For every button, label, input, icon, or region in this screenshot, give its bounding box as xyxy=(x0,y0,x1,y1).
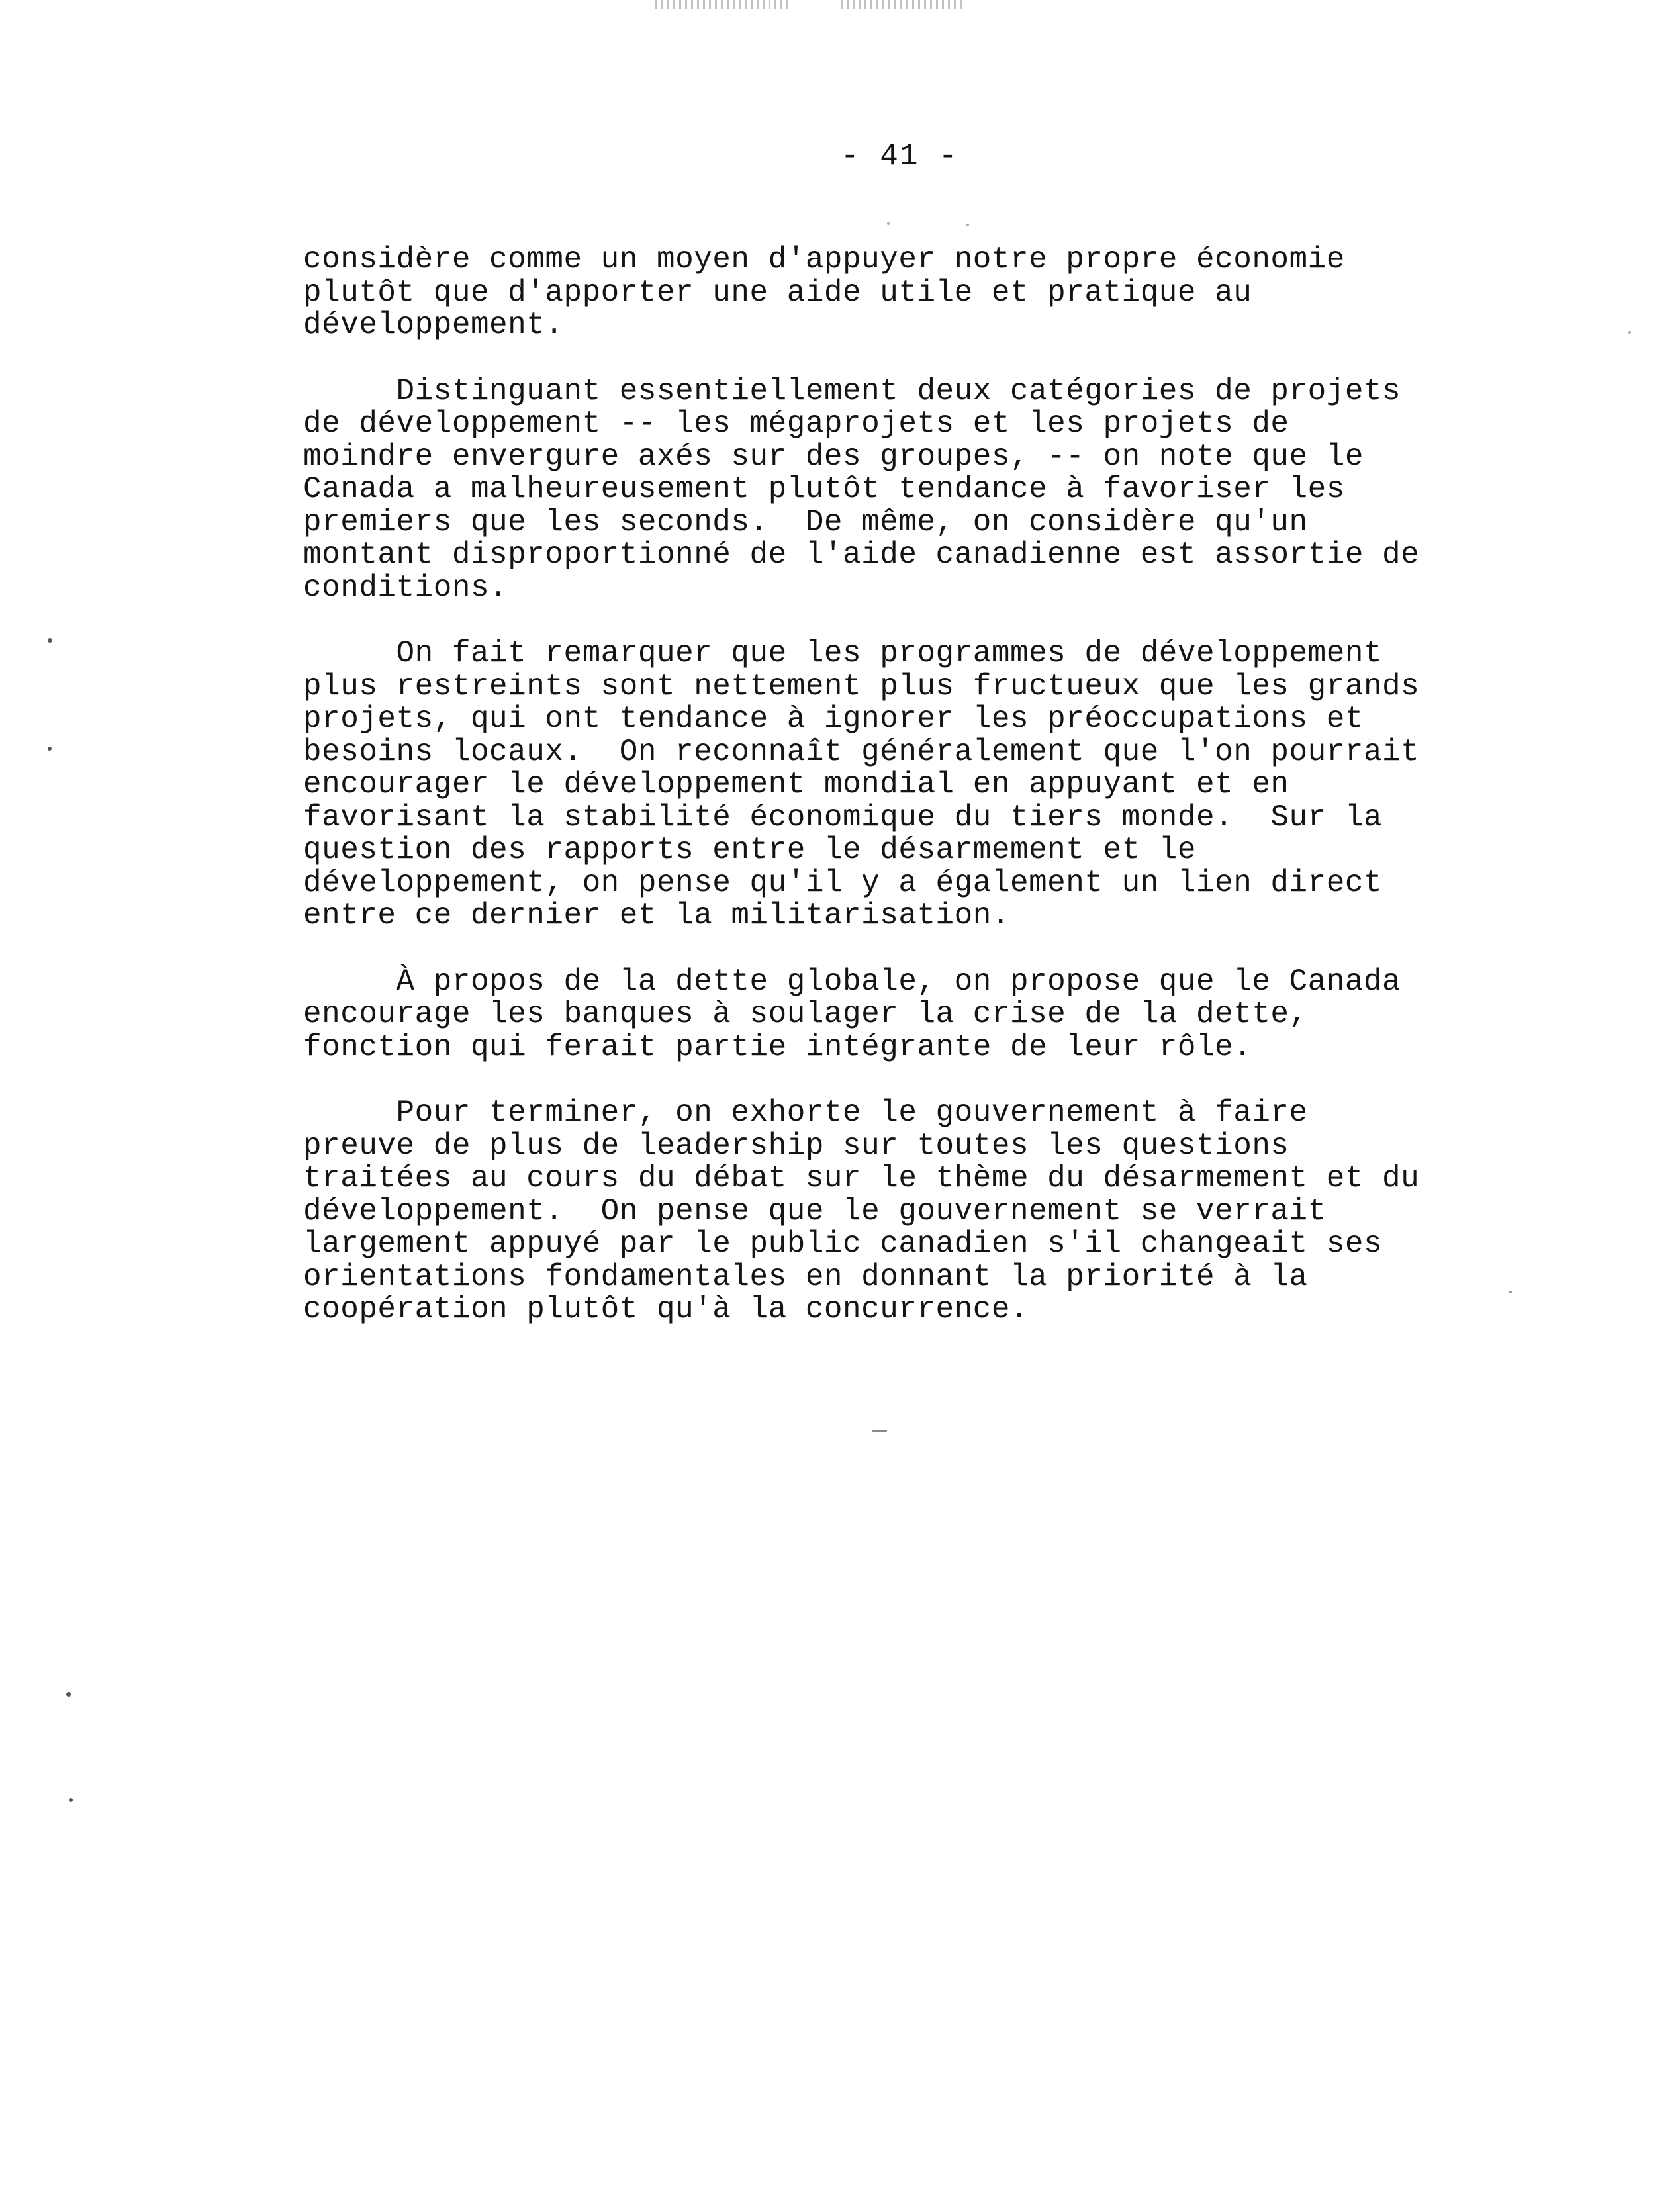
scan-header-artifact xyxy=(841,0,966,9)
text-line: preuve de plus de leadership sur toutes les questions xyxy=(303,1128,1289,1163)
text-line: projets, qui ont tendance à ignorer les préoccupations et xyxy=(303,702,1364,736)
text-line: développement, on pense qu'il y a également un lien direct xyxy=(303,865,1383,900)
text-line: Pour terminer, on exhorte le gouvernement à faire xyxy=(303,1096,1308,1130)
text-line: orientations fondamentales en donnant la priorité à la xyxy=(303,1259,1308,1294)
text-line: montant disproportionné de l'aide canadienne est assortie de xyxy=(303,538,1420,572)
text-line: traitées au cours du débat sur le thème du désarmement et du xyxy=(303,1161,1420,1195)
page-number: - 41 - xyxy=(841,139,958,173)
scan-speck xyxy=(887,222,890,225)
paragraph-4 xyxy=(303,966,1495,1064)
scan-speck xyxy=(872,1430,887,1432)
paragraph-5 xyxy=(303,1097,1495,1327)
text-line: moindre envergure axés sur des groupes, -- on note que le xyxy=(303,439,1364,474)
scan-speck xyxy=(48,747,52,751)
text-line: plus restreints sont nettement plus fructueux que les grands xyxy=(303,669,1420,704)
scan-speck xyxy=(69,1798,73,1802)
text-line: conditions. xyxy=(303,570,508,605)
scan-speck xyxy=(966,224,969,226)
text-line: Distinguant essentiellement deux catégories de projets xyxy=(303,373,1401,408)
text-line: coopération plutôt qu'à la concurrence. xyxy=(303,1292,1029,1327)
body-text xyxy=(303,244,1495,1360)
text-line: entre ce dernier et la militarisation. xyxy=(303,898,1010,933)
text-line: de développement -- les mégaprojets et les projets de xyxy=(303,406,1289,441)
text-line: Canada a malheureusement plutôt tendance à favoriser les xyxy=(303,472,1345,506)
text-line: favorisant la stabilité économique du tiers monde. Sur la xyxy=(303,800,1383,835)
scan-speck xyxy=(66,1692,71,1697)
text-line: développement. xyxy=(303,308,564,342)
text-line: considère comme un moyen d'appuyer notre propre économie xyxy=(303,242,1345,277)
text-line: premiers que les seconds. De même, on considère qu'un xyxy=(303,504,1308,539)
text-line: besoins locaux. On reconnaît généralement que l'on pourrait xyxy=(303,734,1420,769)
text-line: encourager le développement mondial en appuyant et en xyxy=(303,767,1289,802)
text-line: plutôt que d'apporter une aide utile et pratique au xyxy=(303,275,1252,310)
text-line: largement appuyé par le public canadien s'il changeait ses xyxy=(303,1227,1383,1261)
text-line: encourage les banques à soulager la crise de la dette, xyxy=(303,997,1308,1031)
scan-speck xyxy=(1628,331,1631,334)
text-line: développement. On pense que le gouvernement se verrait xyxy=(303,1194,1327,1229)
text-line: question des rapports entre le désarmement et le xyxy=(303,833,1197,867)
paragraph-3 xyxy=(303,637,1495,933)
text-line: À propos de la dette globale, on propose que le Canada xyxy=(303,964,1401,999)
scan-speck xyxy=(1509,1291,1512,1293)
text-line: On fait remarquer que les programmes de développement xyxy=(303,636,1383,671)
scan-header-artifact xyxy=(655,0,788,9)
paragraph-2 xyxy=(303,375,1495,605)
text-line: fonction qui ferait partie intégrante de leur rôle. xyxy=(303,1029,1252,1064)
scan-speck xyxy=(48,638,52,643)
paragraph-1 xyxy=(303,244,1495,342)
